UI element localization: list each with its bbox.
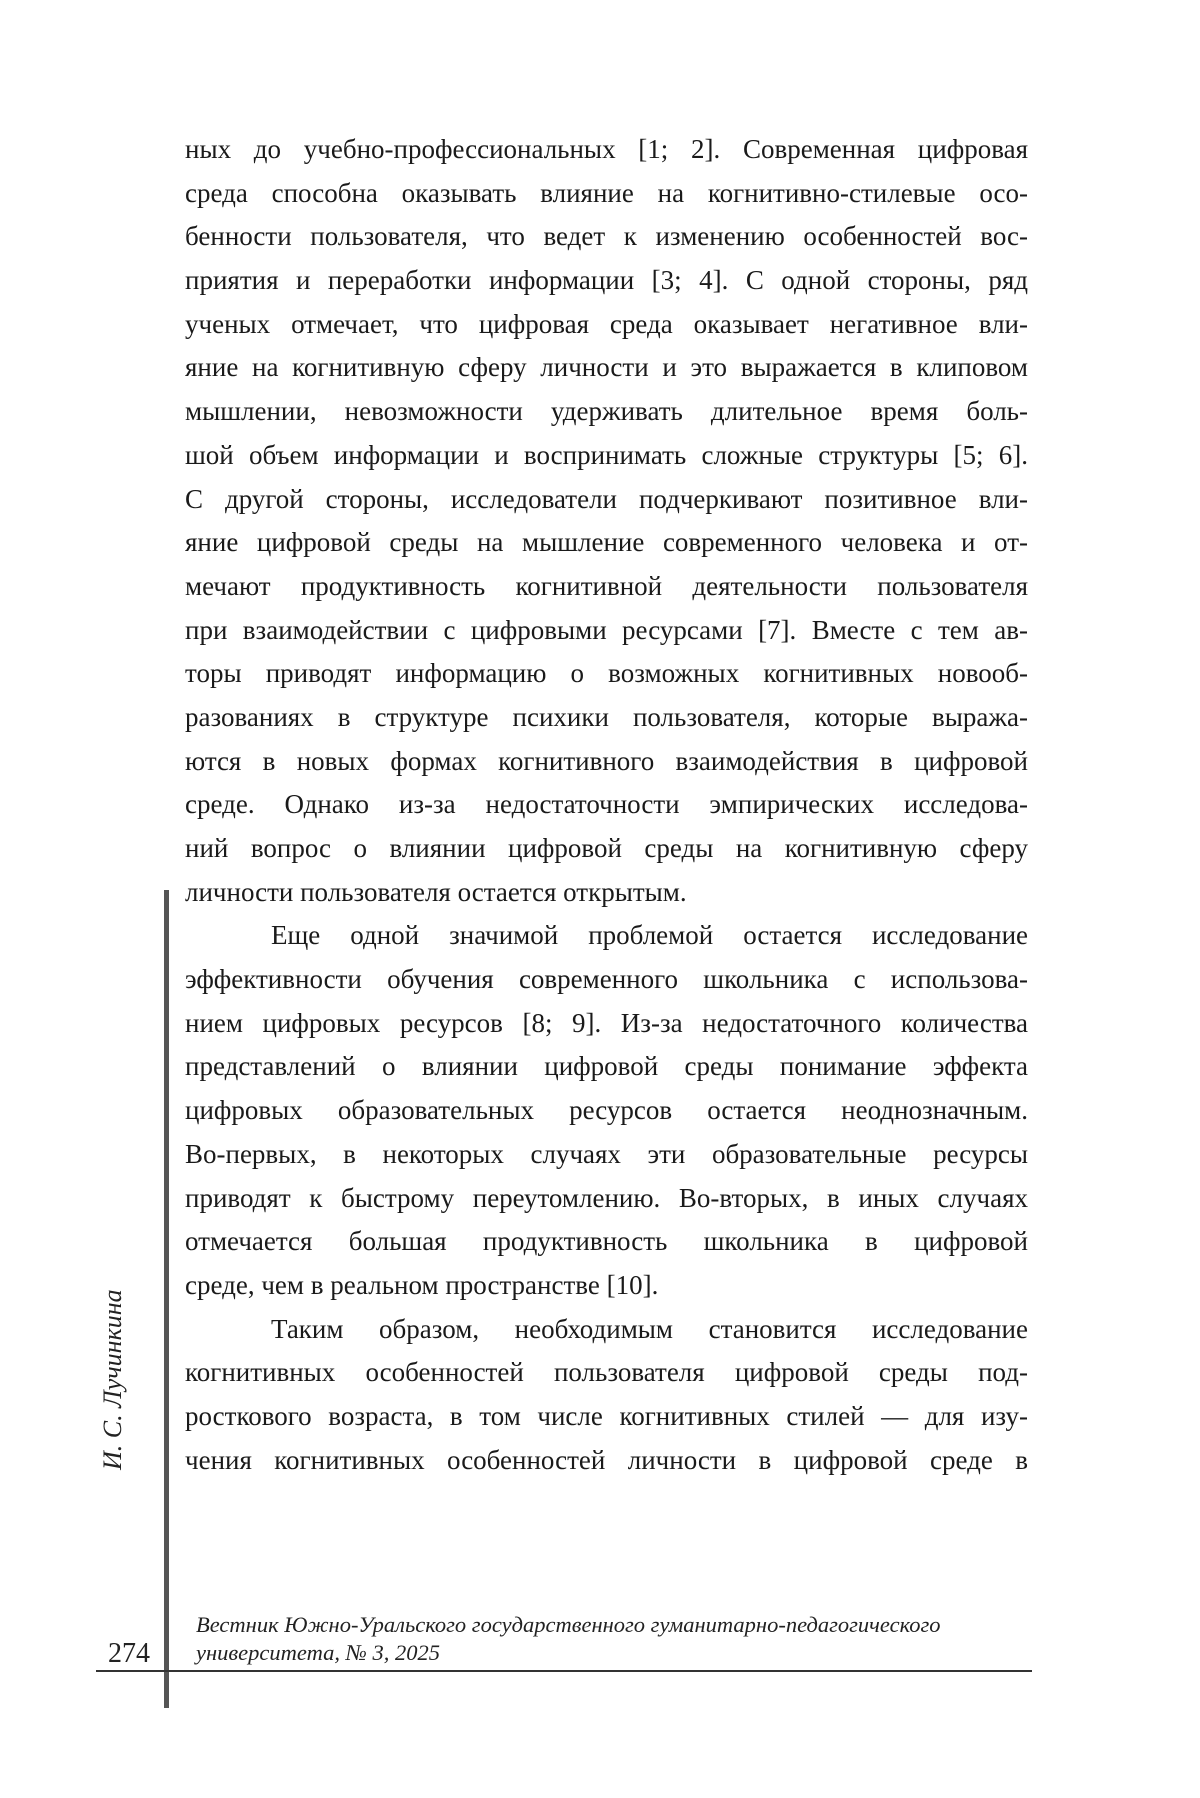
body-line: яние цифровой среды на мышление современного человека и от- [185, 527, 1028, 558]
body-line: приятия и переработки информации [3; 4]. С одной стороны, ряд [185, 265, 1028, 296]
body-line: ных до учебно-профессиональных [1; 2]. Современная цифровая [185, 134, 1028, 164]
body-line: ются в новых формах когнитивного взаимодействия в цифровой [185, 745, 1028, 776]
body-line: бенности пользователя, что ведет к изменению особенностей вос- [185, 221, 1028, 252]
body-line: отмечается большая продуктивность школьника в цифровой [185, 1226, 1028, 1257]
body-line: приводят к быстрому переутомлению. Во-вторых, в иных случаях [185, 1182, 1028, 1213]
paragraph-first-line: Еще одной значимой проблемой остается исследование [271, 920, 1028, 951]
body-line: личности пользователя остается открытым. [185, 876, 687, 907]
page-number: 274 [108, 1638, 150, 1669]
body-line: цифровых образовательных ресурсов остается неоднозначным. [185, 1095, 1028, 1126]
body-line: чения когнитивных особенностей личности в цифровой среде в [185, 1444, 1028, 1475]
body-line: при взаимодействии с цифровыми ресурсами [7]. Вместе с тем ав- [185, 614, 1028, 645]
footer-journal-title [196, 1611, 941, 1667]
body-line: росткового возраста, в том числе когнитивных стилей — для изу- [185, 1400, 1028, 1431]
footer-journal-line: университета, № 3, 2025 [196, 1640, 440, 1665]
footer-journal-line: Вестник Южно-Уральского государственного гуманитарно-педагогического [196, 1612, 941, 1637]
body-line: эффективности обучения современного школьника с использова- [185, 964, 1028, 995]
body-line: шой объем информации и воспринимать сложные структуры [5; 6]. [185, 439, 1028, 470]
body-line: когнитивных особенностей пользователя цифровой среды под- [185, 1357, 1028, 1388]
article-body [185, 128, 1028, 1482]
body-line: разованиях в структуре психики пользователя, которые выража- [185, 701, 1028, 732]
body-line: ний вопрос о влиянии цифровой среды на когнитивную сферу [185, 833, 1028, 863]
body-line: С другой стороны, исследователи подчеркивают позитивное вли- [185, 483, 1028, 514]
body-line: среде. Однако из-за недостаточности эмпирических исследова- [185, 789, 1028, 820]
body-line: представлений о влиянии цифровой среды понимание эффекта [185, 1051, 1028, 1082]
running-head-author: И. С. Лучинкина [98, 1289, 127, 1470]
body-line: среда способна оказывать влияние на когнитивно-стилевые осо- [185, 177, 1028, 208]
paragraph-first-line: Таким образом, необходимым становится исследование [271, 1313, 1028, 1344]
body-line: нием цифровых ресурсов [8; 9]. Из-за недостаточного количества [185, 1007, 1028, 1038]
body-line: ученых отмечает, что цифровая среда оказывает негативное вли- [185, 308, 1028, 339]
body-line: Во-первых, в некоторых случаях эти образовательные ресурсы [185, 1138, 1028, 1169]
body-line: яние на когнитивную сферу личности и это выражается в клиповом [185, 352, 1028, 383]
body-line: мышлении, невозможности удерживать длительное время боль- [185, 396, 1028, 427]
body-line: среде, чем в реальном пространстве [10]. [185, 1269, 659, 1300]
footer-rule [96, 1670, 1032, 1672]
side-vertical-rule [164, 890, 169, 1708]
body-line: торы приводят информацию о возможных когнитивных новооб- [185, 658, 1028, 689]
body-line: мечают продуктивность когнитивной деятельности пользователя [185, 570, 1028, 601]
